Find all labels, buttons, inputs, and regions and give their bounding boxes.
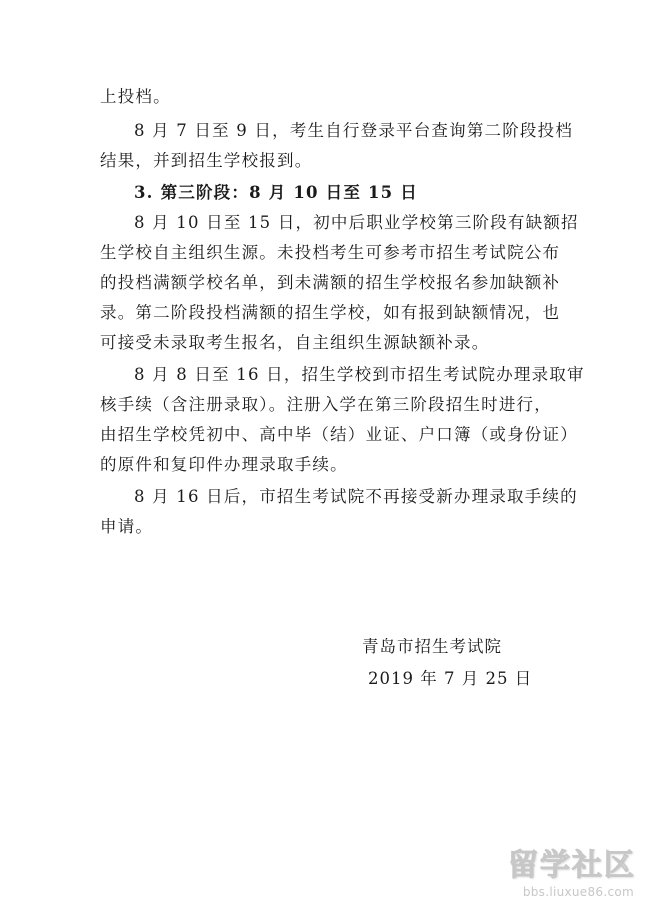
paragraph-line: 录。第二阶段投档满额的招生学校，如有报到缺额情况，也: [100, 303, 561, 322]
paragraph-line: 8 月 8 日至 16 日，招生学校到市招生考试院办理录取审: [134, 365, 585, 384]
paragraph-line: 核手续（含注册录取）。注册入学在第三阶段招生时进行，: [100, 395, 552, 414]
paragraph-line: 结果，并到招生学校报到。: [100, 151, 313, 170]
paragraph-line: 由招生学校凭初中、高中毕（结）业证、户口簿（或身份证）: [100, 425, 578, 444]
paragraph-line: 8 月 10 日至 15 日，初中后职业学校第三阶段有缺额招: [134, 213, 579, 232]
watermark-url: bbs.liuxue86.com: [522, 885, 634, 899]
paragraph-line: 上投档。: [100, 87, 171, 106]
paragraph-line: 可接受未录取考生报名，自主组织生源缺额补录。: [100, 333, 490, 352]
watermark-logo: [464, 849, 636, 905]
section-heading: 3. 第三阶段：8 月 10 日至 15 日: [134, 183, 418, 202]
paragraph-line: 8 月 7 日至 9 日，考生自行登录平台查询第二阶段投档: [134, 121, 574, 140]
paragraph-line: 生学校自主组织生源。未投档考生可参考市招生考试院公布: [100, 243, 561, 262]
paragraph-line: 8 月 16 日后，市招生考试院不再接受新办理录取手续的: [134, 487, 578, 506]
watermark-brand: 留学社区: [508, 848, 636, 883]
paragraph-line: 的投档满额学校名单，到未满额的招生学校报名参加缺额补: [100, 273, 561, 292]
signature-date: 2019 年 7 月 25 日: [368, 669, 533, 688]
paragraph-line: 的原件和复印件办理录取手续。: [100, 455, 348, 474]
paragraph-line: 申请。: [100, 517, 154, 536]
signature-organization: 青岛市招生考试院: [362, 637, 502, 656]
